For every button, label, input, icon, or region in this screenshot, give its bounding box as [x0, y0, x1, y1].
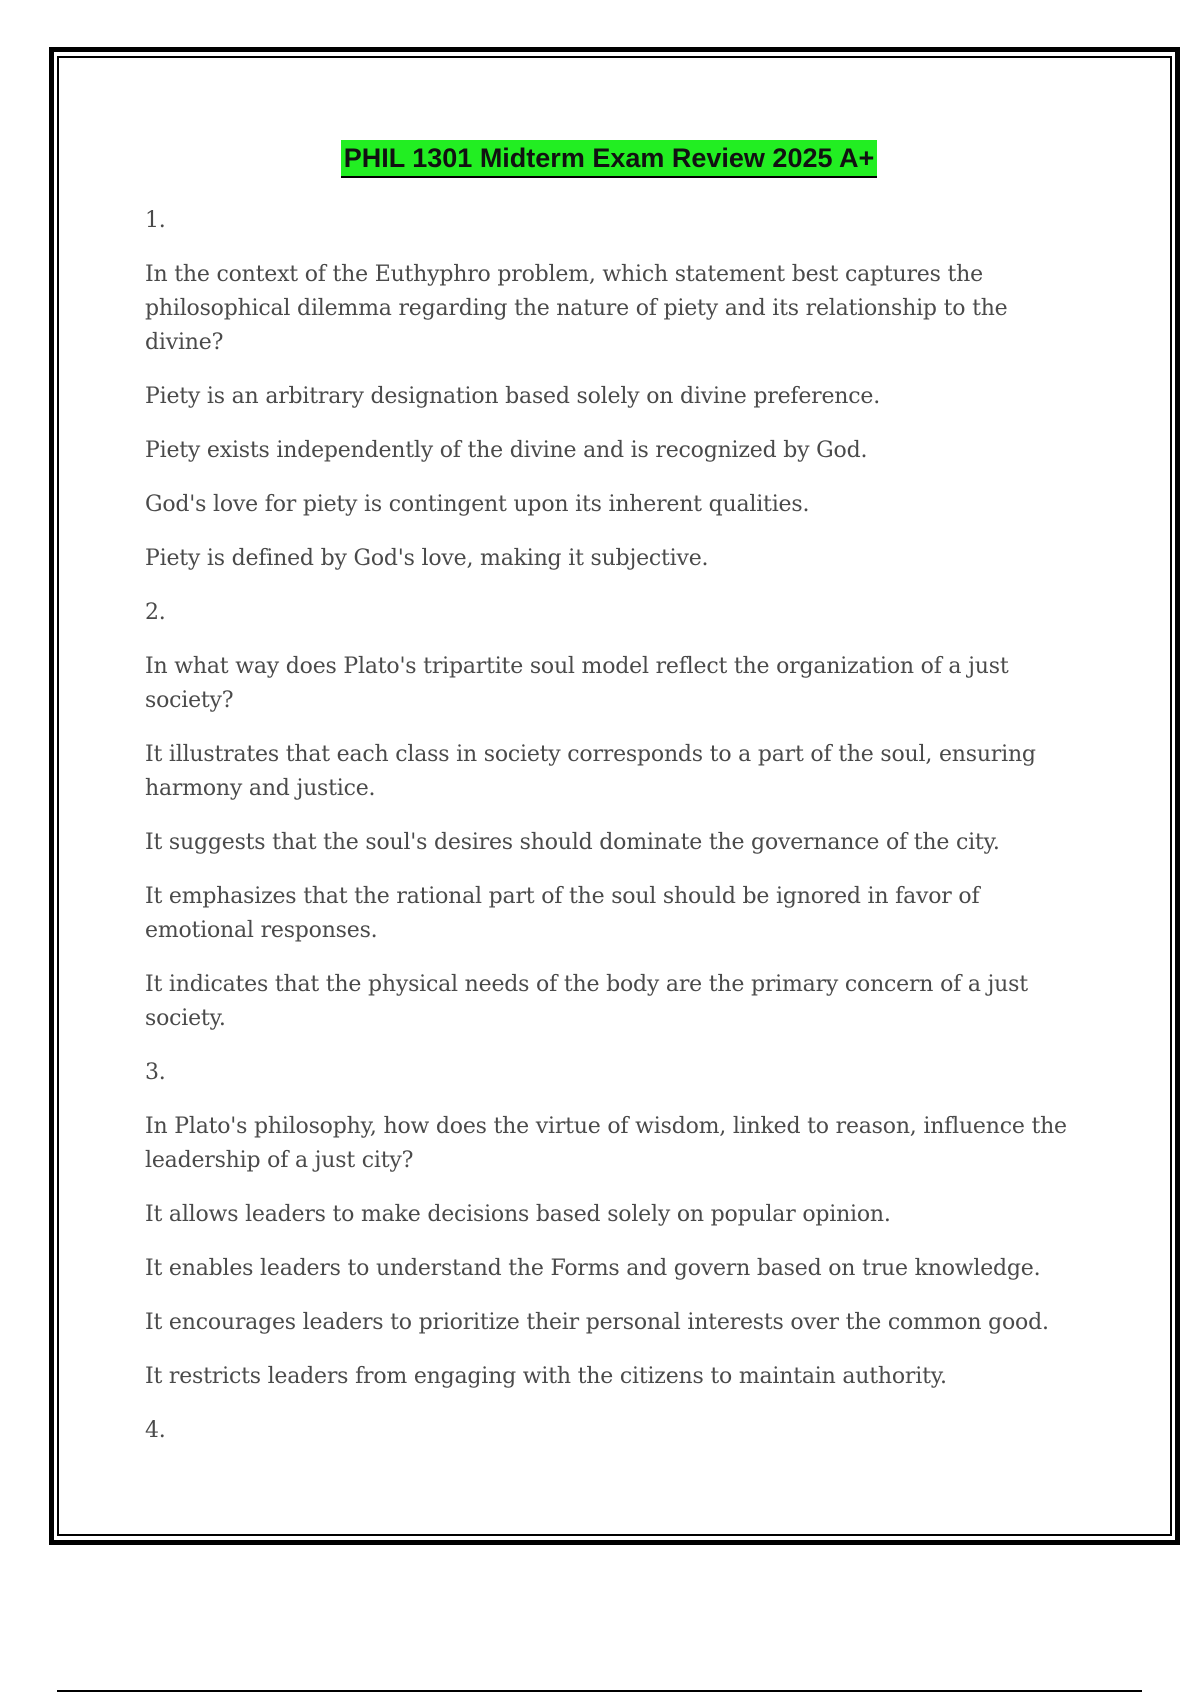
answer-option: Piety exists independently of the divine and is recognized by God.: [145, 438, 868, 463]
question-number: 2.: [145, 600, 166, 625]
answer-option: It indicates that the physical needs of the body are the primary concern of a just society.: [145, 972, 1028, 1031]
answer-option: It restricts leaders from engaging with the citizens to maintain authority.: [145, 1364, 947, 1389]
page-title: PHIL 1301 Midterm Exam Review 2025 A+: [341, 140, 878, 178]
footer-rule: [57, 1690, 1142, 1692]
answer-option: It allows leaders to make decisions based solely on popular opinion.: [145, 1202, 891, 1227]
question-number: 1.: [145, 208, 166, 233]
question-number: 3.: [145, 1060, 166, 1085]
question-2: [145, 596, 1095, 1036]
answer-option: It emphasizes that the rational part of the soul should be ignored in favor of emotional responses.: [145, 884, 980, 943]
answer-option: God's love for piety is contingent upon its inherent qualities.: [145, 492, 810, 517]
answer-option: Piety is an arbitrary designation based solely on divine preference.: [145, 384, 880, 409]
question-prompt: In what way does Plato's tripartite soul model reflect the organization of a just society?: [145, 654, 1009, 713]
answer-option: Piety is defined by God's love, making it subjective.: [145, 546, 709, 571]
title-container: [135, 140, 1083, 178]
answer-option: It encourages leaders to prioritize their personal interests over the common good.: [145, 1310, 1049, 1335]
question-number: 4.: [145, 1418, 166, 1443]
question-3: [145, 1056, 1095, 1394]
question-1: [145, 204, 1095, 576]
answer-option: It enables leaders to understand the Forms and govern based on true knowledge.: [145, 1256, 1041, 1281]
document-body: [145, 140, 1095, 1468]
question-prompt: In the context of the Euthyphro problem, which statement best captures the philosophical dilemma regarding the nature of piety and its relationship to the divine?: [145, 262, 1008, 355]
question-4: [145, 1414, 1095, 1448]
question-prompt: In Plato's philosophy, how does the virtue of wisdom, linked to reason, influence the leadership of a just city?: [145, 1114, 1067, 1173]
answer-option: It suggests that the soul's desires should dominate the governance of the city.: [145, 830, 1000, 855]
answer-option: It illustrates that each class in society corresponds to a part of the soul, ensuring harmony and justice.: [145, 742, 1036, 801]
